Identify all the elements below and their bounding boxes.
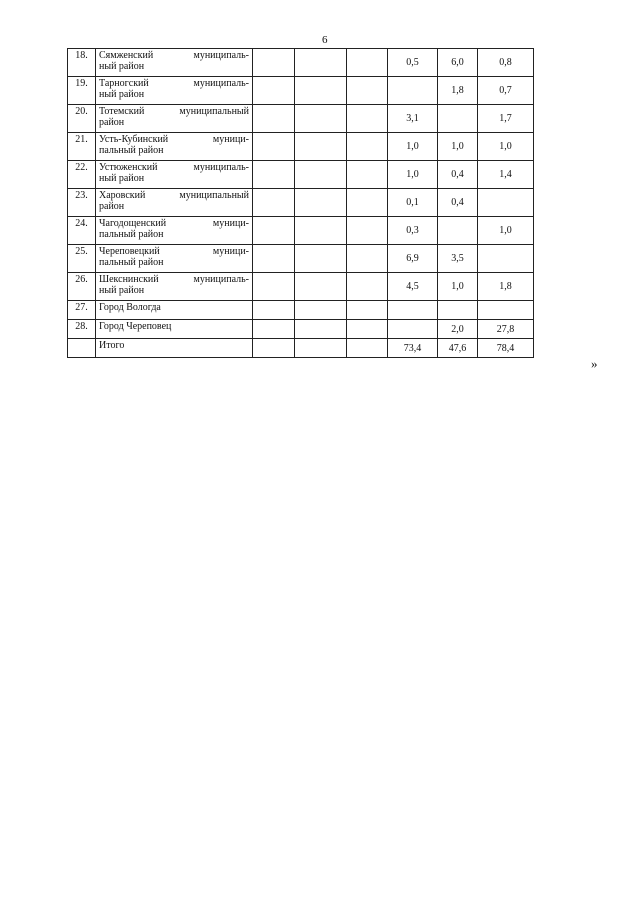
district-name: Устюженский муниципаль- ный район <box>96 161 253 189</box>
district-name: Город Вологда <box>96 301 253 320</box>
value-cell-1: 6,9 <box>388 245 438 273</box>
empty-cell <box>253 245 295 273</box>
row-number: 25. <box>68 245 96 273</box>
table-row <box>68 301 534 320</box>
value-cell-3 <box>478 245 534 273</box>
empty-cell <box>295 217 347 245</box>
value-cell-1: 1,0 <box>388 161 438 189</box>
value-cell-2: 6,0 <box>438 49 478 77</box>
empty-cell <box>295 339 347 358</box>
table-row <box>68 77 534 105</box>
value-cell-2: 1,0 <box>438 273 478 301</box>
value-cell-3: 1,8 <box>478 273 534 301</box>
empty-cell <box>347 245 388 273</box>
value-cell-1: 3,1 <box>388 105 438 133</box>
empty-cell <box>253 49 295 77</box>
value-cell-3: 1,0 <box>478 133 534 161</box>
closing-quote-mark: » <box>591 356 598 371</box>
value-cell-2: 0,4 <box>438 189 478 217</box>
value-cell-2: 0,4 <box>438 161 478 189</box>
value-cell-3: 1,7 <box>478 105 534 133</box>
empty-cell <box>295 273 347 301</box>
total-value-3: 78,4 <box>478 339 534 358</box>
total-label: Итого <box>96 339 253 358</box>
row-number: 21. <box>68 133 96 161</box>
table-row <box>68 133 534 161</box>
value-cell-1 <box>388 320 438 339</box>
total-row <box>68 339 534 358</box>
value-cell-3 <box>478 301 534 320</box>
empty-cell <box>347 217 388 245</box>
value-cell-1 <box>388 77 438 105</box>
row-number: 19. <box>68 77 96 105</box>
district-name: Шекснинский муниципаль- ный район <box>96 273 253 301</box>
row-number: 28. <box>68 320 96 339</box>
empty-cell <box>295 161 347 189</box>
empty-cell <box>347 320 388 339</box>
table-row <box>68 217 534 245</box>
row-number: 23. <box>68 189 96 217</box>
district-name: Харовский муниципальный район <box>96 189 253 217</box>
empty-cell <box>253 161 295 189</box>
value-cell-2 <box>438 301 478 320</box>
empty-cell <box>347 133 388 161</box>
value-cell-3 <box>478 189 534 217</box>
value-cell-1 <box>388 301 438 320</box>
district-name: Сямженский муниципаль- ный район <box>96 49 253 77</box>
table-row <box>68 105 534 133</box>
row-number: 24. <box>68 217 96 245</box>
value-cell-1: 0,1 <box>388 189 438 217</box>
empty-cell <box>347 49 388 77</box>
district-name: Усть-Кубинский муници- пальный район <box>96 133 253 161</box>
empty-cell <box>295 320 347 339</box>
empty-cell <box>295 133 347 161</box>
empty-cell <box>253 217 295 245</box>
value-cell-1: 0,3 <box>388 217 438 245</box>
district-values-table <box>67 48 534 358</box>
value-cell-2: 1,0 <box>438 133 478 161</box>
row-number <box>68 339 96 358</box>
empty-cell <box>295 105 347 133</box>
empty-cell <box>295 77 347 105</box>
district-name: Тарногский муниципаль- ный район <box>96 77 253 105</box>
district-name: Чагодощенский муници- пальный район <box>96 217 253 245</box>
empty-cell <box>253 301 295 320</box>
empty-cell <box>295 245 347 273</box>
empty-cell <box>295 189 347 217</box>
empty-cell <box>253 320 295 339</box>
row-number: 22. <box>68 161 96 189</box>
value-cell-1: 4,5 <box>388 273 438 301</box>
total-value-1: 73,4 <box>388 339 438 358</box>
value-cell-3: 1,0 <box>478 217 534 245</box>
value-cell-2: 3,5 <box>438 245 478 273</box>
page-number: 6 <box>322 34 328 46</box>
empty-cell <box>347 161 388 189</box>
table-row <box>68 245 534 273</box>
row-number: 27. <box>68 301 96 320</box>
empty-cell <box>347 77 388 105</box>
value-cell-3: 0,7 <box>478 77 534 105</box>
value-cell-2: 1,8 <box>438 77 478 105</box>
empty-cell <box>253 339 295 358</box>
empty-cell <box>347 301 388 320</box>
empty-cell <box>347 273 388 301</box>
table-row <box>68 161 534 189</box>
table-row <box>68 49 534 77</box>
table-row <box>68 273 534 301</box>
value-cell-1: 0,5 <box>388 49 438 77</box>
empty-cell <box>253 189 295 217</box>
row-number: 26. <box>68 273 96 301</box>
value-cell-1: 1,0 <box>388 133 438 161</box>
empty-cell <box>295 301 347 320</box>
district-name: Череповецкий муници- пальный район <box>96 245 253 273</box>
district-name: Тотемский муниципальный район <box>96 105 253 133</box>
empty-cell <box>347 189 388 217</box>
empty-cell <box>253 273 295 301</box>
value-cell-2 <box>438 217 478 245</box>
empty-cell <box>253 105 295 133</box>
empty-cell <box>295 49 347 77</box>
table-row <box>68 189 534 217</box>
row-number: 18. <box>68 49 96 77</box>
empty-cell <box>347 339 388 358</box>
empty-cell <box>347 105 388 133</box>
value-cell-2 <box>438 105 478 133</box>
value-cell-3: 27,8 <box>478 320 534 339</box>
value-cell-3: 1,4 <box>478 161 534 189</box>
empty-cell <box>253 133 295 161</box>
row-number: 20. <box>68 105 96 133</box>
district-name: Город Череповец <box>96 320 253 339</box>
value-cell-2: 2,0 <box>438 320 478 339</box>
total-value-2: 47,6 <box>438 339 478 358</box>
value-cell-3: 0,8 <box>478 49 534 77</box>
empty-cell <box>253 77 295 105</box>
table-row <box>68 320 534 339</box>
